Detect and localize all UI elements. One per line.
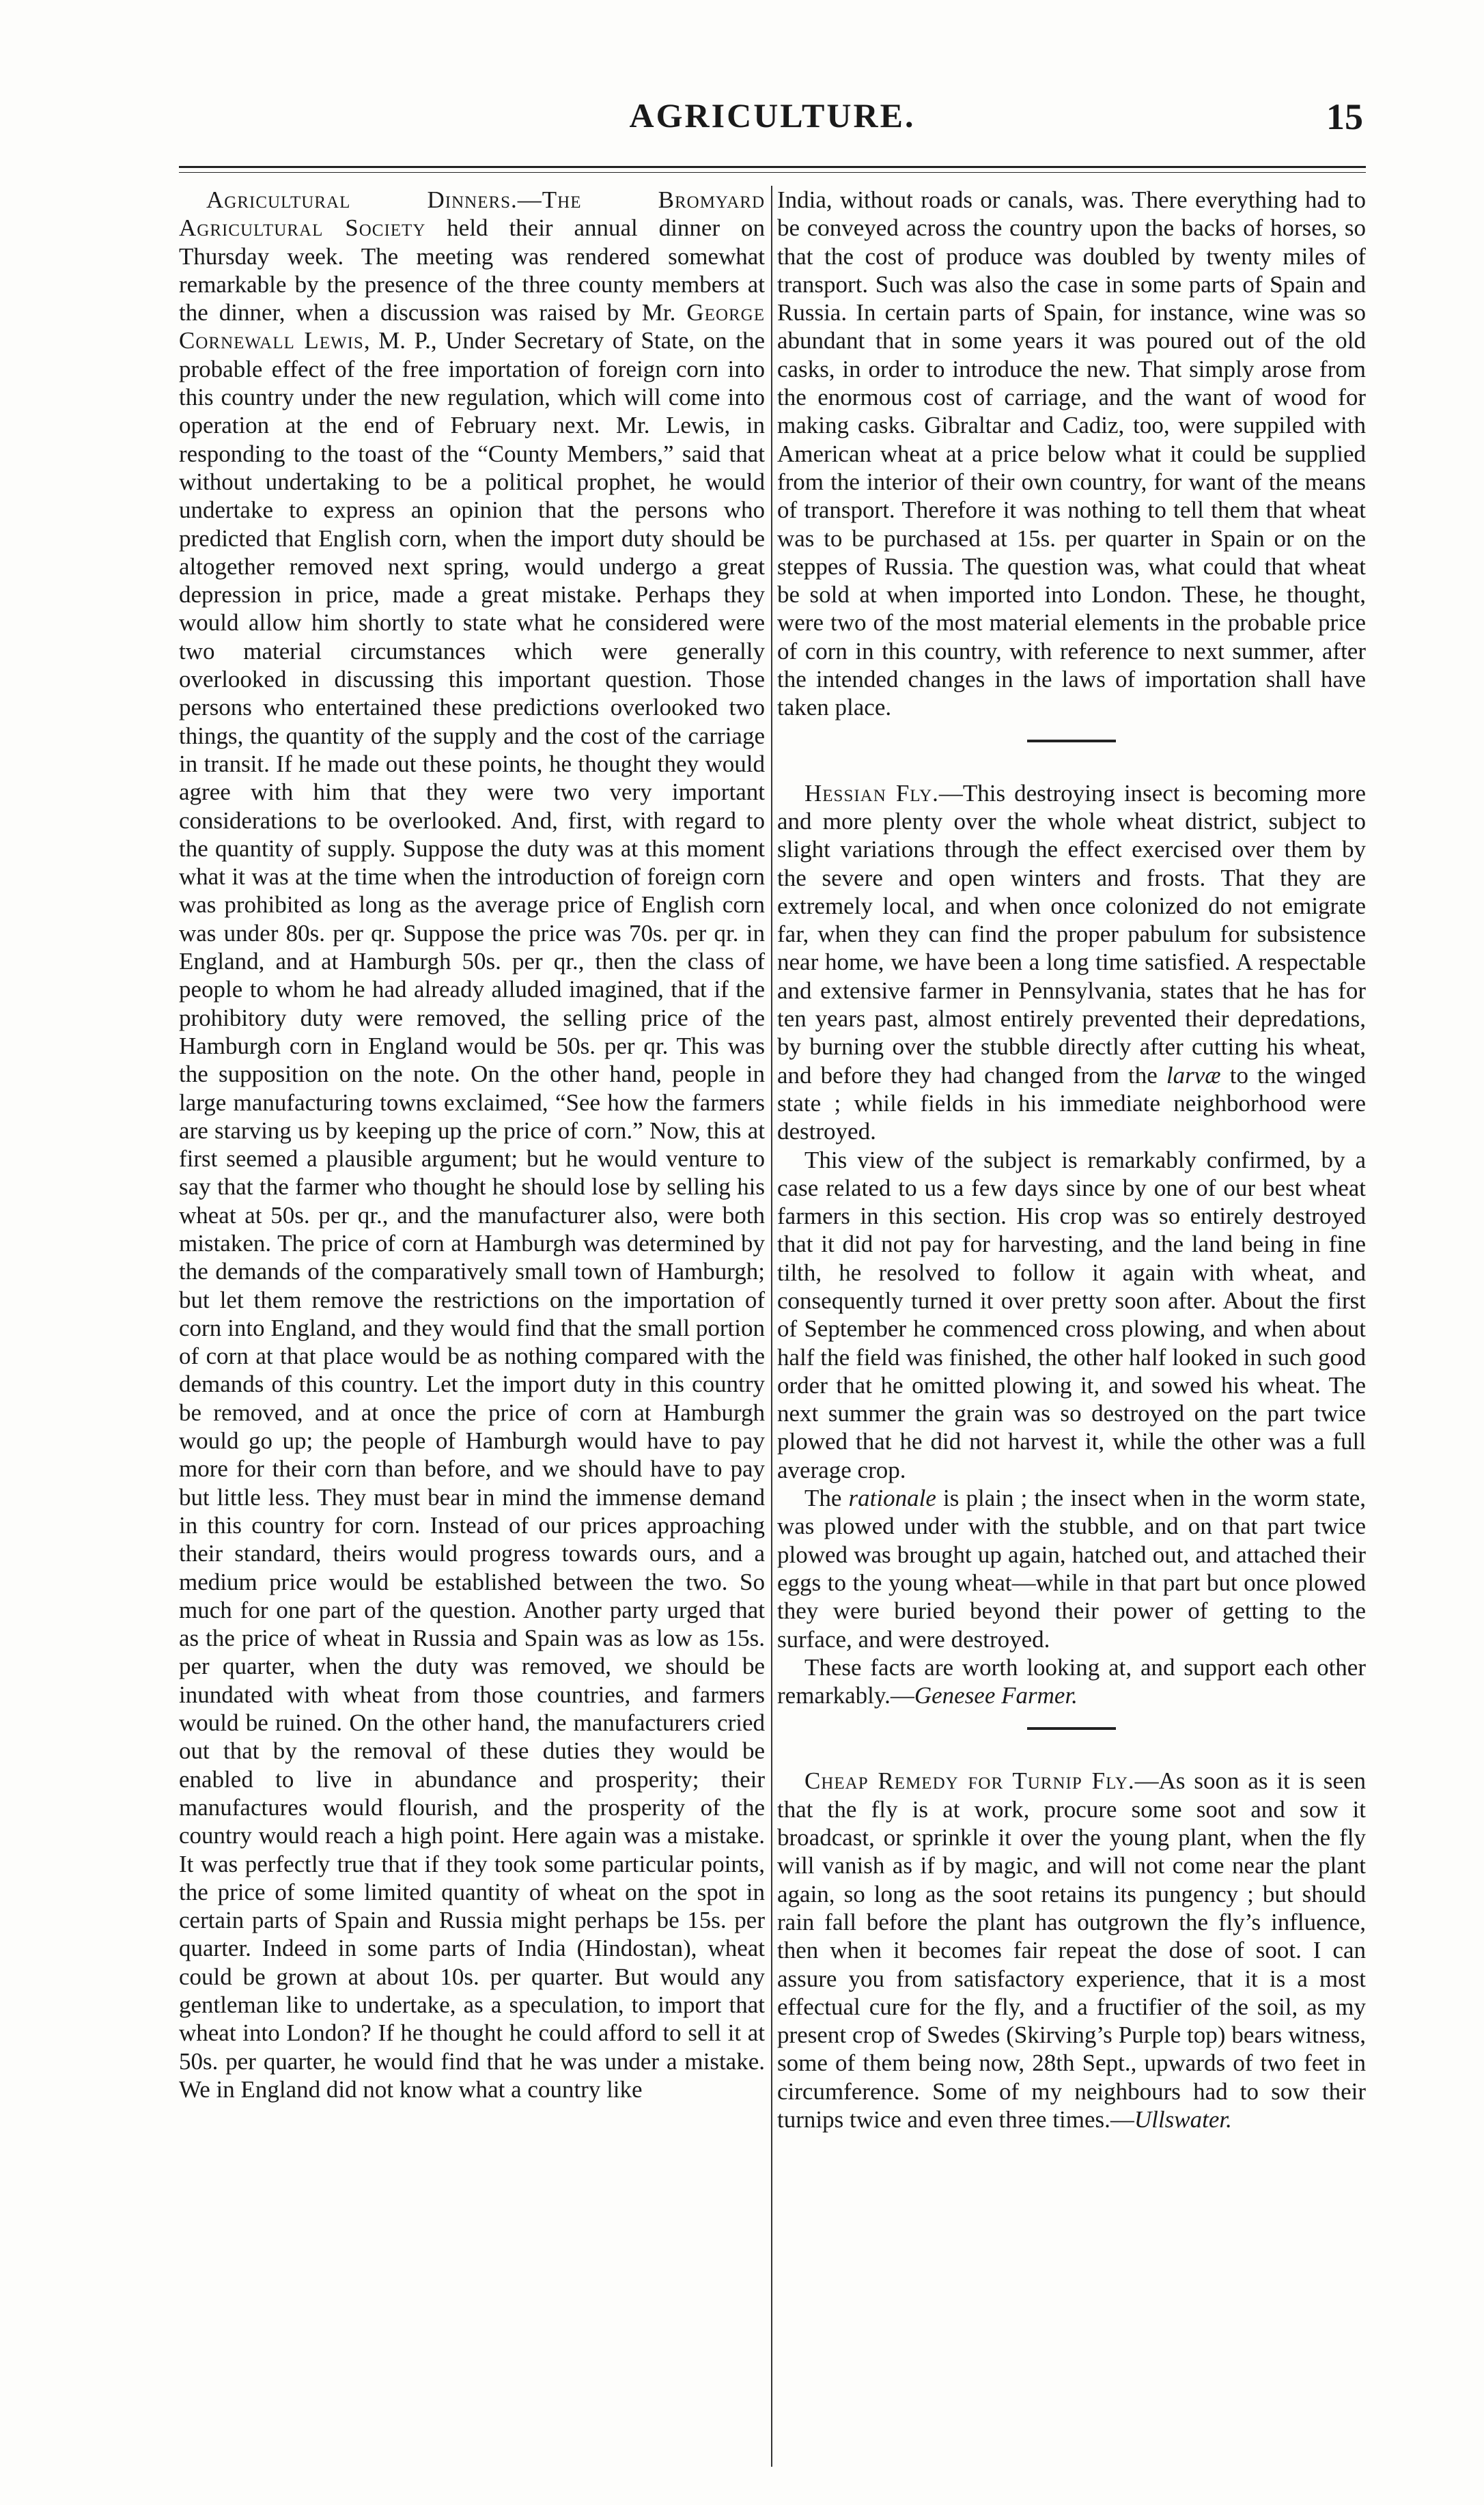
speaker-name: George Cornewall Lewis [179, 299, 765, 354]
running-head [182, 96, 1363, 143]
right-column [777, 186, 1366, 2133]
article-text: held their annual dinner on Thursday week. The meeting was rendered somewhat remarkable by the presence of the three county members at the dinner, when a discussion was raised by Mr. [179, 214, 766, 326]
italic-term: rationale [848, 1485, 936, 1512]
header-rule-thick [179, 166, 1366, 168]
article-text: to the winged state ; while fields in his immediate neighborhood were destroyed. [777, 1061, 1366, 1145]
article-paragraph: This view of the subject is remarkably confirmed, by a case related to us a few days since by one of our best wheat farmers in this section. His crop was so entirely destroyed that it did not pay for harvesting, and the land being in fine tilth, he resolved to follow it again with wheat, and consequently turned it over pretty soon after. About the first of September he commenced cross plowing, and when about half the field was finished, the other half looked in such good order that he omitted plowing it, and sowed his wheat. The next summer the grain was so destroyed on the part twice plowed that he did not harvest it, while the other was a full average crop. [777, 1146, 1366, 1483]
page-number: 15 [1326, 96, 1363, 137]
article-paragraph [777, 1484, 1366, 1653]
article-hessian-fly [777, 779, 1366, 1146]
section-separator [1027, 740, 1116, 742]
article-text: is plain ; the insect when in the worm state, was plowed under with the stubble, and on that part twice plowed was brought up again, hatched out, and attached their eggs to the young wheat—while in that part but once plowed they were buried beyond their power of getting to the surface, and were destroyed. [777, 1485, 1366, 1653]
column-divider [771, 186, 772, 2467]
article-heading-agricultural-dinners: Agricultural Dinners.— [206, 186, 542, 213]
running-title: AGRICULTURE. [629, 96, 916, 135]
article-heading-turnip-fly: Cheap Remedy for Turnip Fly. [804, 1767, 1135, 1795]
article-text: These facts are worth looking at, and support each other remarkably.— [777, 1653, 1366, 1709]
article-heading-hessian-fly: Hessian Fly. [804, 779, 939, 807]
article-text: —As soon as it is seen that the fly is at work, procure some soot and sow it broadcast, or sprinkle it over the young plant, when the fly will vanish as if by magic, and will not come near the plant again, so long as the soot retains its pungency ; but should rain fall before the plant has outgrown the fly’s influence, then when it becomes fair repeat the dose of soot. I can assure you from satisfactory experience, that it is a most effectual cure for the fly, and a fructifier of the soil, as my present crop of Swedes (Skirving’s Purple top) bears witness, some of them being now, 28th Sept., upwards of two feet in circumference. Some of my neighbours had to sow their turnips twice and even three times.— [777, 1767, 1366, 2133]
article-paragraph [777, 1653, 1366, 1710]
italic-term: larvæ [1166, 1061, 1221, 1089]
article-text: The [804, 1485, 849, 1512]
article-text: —This destroying insect is becoming more and more plenty over the whole wheat district, subject to slight variations through the effect exercised over them by the severe and open winters and frosts. That they are extremely local, and when once colonized do not emigrate far, when they can find the proper pabulum for subsistence near home, we have been a long time satisfied. A respectable and extensive farmer in Pennsylvania, states that he has for ten years past, almost entirely prevented their depredations, by burning over the stubble directly after cutting his wheat, and before they had changed from the [777, 779, 1366, 1089]
source-attribution: Genesee Farmer. [914, 1682, 1078, 1709]
header-rule-thin [179, 172, 1366, 173]
left-column [179, 186, 765, 2103]
article-agricultural-dinners [179, 186, 765, 2103]
society-name: The Bromyard Agricultural Society [179, 186, 765, 242]
article-continuation: India, without roads or canals, was. There everything had to be conveyed across the country upon the backs of horses, so that the cost of produce was doubled by twenty miles of transport. Such was also the case in some parts of Spain and Russia. In certain parts of Spain, for instance, wine was so abundant that in some years it was poured out of the old casks, in order to introduce the new. That simply arose from the enormous cost of carriage, and the want of wood for making casks. Gibraltar and Cadiz, too, were suppiled with American wheat at a price below what it could be supplied from the interior of their own country, for want of the means of transport. Therefore it was nothing to tell them that wheat was to be purchased at 15s. per quarter in Spain or on the steppes of Russia. The question was, what could that wheat be sold at when imported into London. These, he thought, were two of the most material elements in the probable price of corn in this country, with reference to next summer, after the intended changes in the laws of importation shall have taken place. [777, 186, 1366, 721]
section-separator [1027, 1727, 1116, 1730]
source-attribution: Ullswater. [1134, 2106, 1232, 2133]
article-turnip-fly [777, 1767, 1366, 2133]
article-text: , M. P., Under Secretary of State, on the probable effect of the free importation of foreign corn into this country under the new regulation, which will come into operation at the end of February next. Mr. Lewis, in responding to the toast of the “County Members,” said that without undertaking to be a political prophet, he would undertake to express an opinion that the persons who predicted that English corn, when the import duty should be altogether removed next spring, would undergo a great depression in price, made a great mistake. Perhaps they would allow him shortly to state what he considered were two material circumstances which were generally overlooked in discussing this important question. Those persons who entertained these predictions overlooked two things, the quantity of the supply and the cost of the carriage in transit. If he made out these points, he thought they would agree with him that they were two very important considerations to be overlooked. And, first, with regard to the quantity of supply. Suppose the duty was at this moment what it was at the time when the introduction of foreign corn was prohibited as long as the average price of English corn was under 80s. per qr. Suppose the price was 70s. per qr. in England, and at Hamburgh 50s. per qr., then the class of people to whom he had already alluded imagined, that if the prohibitory duty were removed, the selling price of the Hamburgh corn in England would be 50s. per qr. This was the supposition on the note. On the other hand, people in large manufacturing towns exclaimed, “See how the farmers are starving us by keeping up the price of corn.” Now, this at first seemed a plausible argument; but he would venture to say that the farmer who thought he should lose by selling his wheat at 50s. per qr., and the manufacturer also, were both mistaken. The price of corn at Hamburgh was determined by the demands of the comparatively small town of Hamburgh; but let them remove the restrictions on the importation of corn into England, and they would find that the small portion of corn at that place would be as nothing compared with the demands of this country. Let the import duty in this country be removed, and at once the price of corn at Hamburgh would go up; the people of Hamburgh would have to pay more for their corn than before, and we should have to pay but little less. They must bear in mind the immense demand in this country for corn. Instead of our prices approaching their standard, theirs would progress towards ours, and a medium price would be established between the two. So much for one part of the question. Another party urged that as the price of wheat in Russia and Spain was as low as 15s. per quarter, when the duty was removed, we should be inundated with wheat from those countries, and farmers would be ruined. On the other hand, the manufacturers cried out that by the removal of these duties they would be enabled to live in abundance and prosperity; their manufactures would flourish, and the prosperity of the country would reach a high point. Here again was a mistake. It was perfectly true that if they took some particular points, the price of some limited quantity of wheat on the spot in certain parts of Spain and Russia might perhaps be 15s. per quarter. Indeed in some parts of India (Hindostan), wheat could be grown at about 10s. per quarter. But would any gentleman like to undertake, as a speculation, to import that wheat into London? If he thought he could afford to sell it at 50s. per quarter, he would find that he was under a mistake. We in England did not know what a country like [179, 327, 765, 2103]
